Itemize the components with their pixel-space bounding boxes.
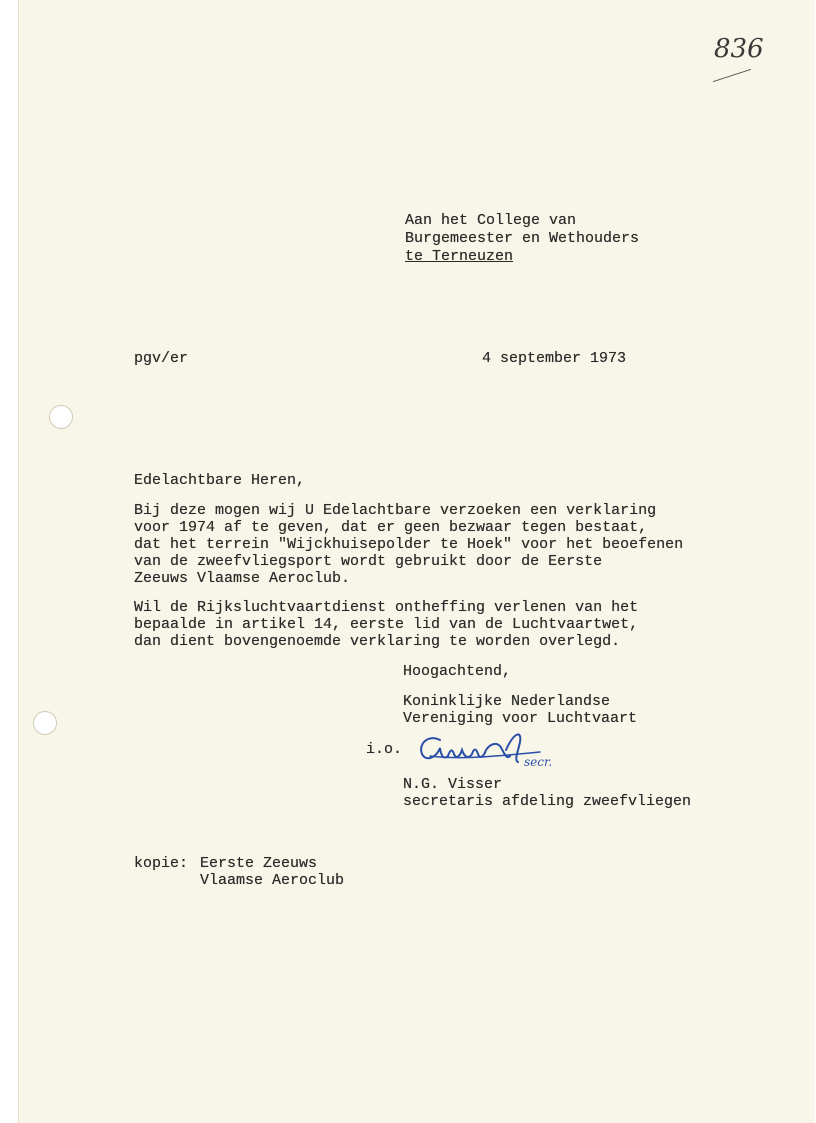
reference-code: pgv/er — [134, 350, 189, 367]
closing: Hoogachtend, — [403, 663, 512, 680]
organization-line-1: Koninklijke Nederlandse — [403, 693, 611, 710]
handwritten-signature — [410, 726, 570, 776]
body-paragraph-1-line: dat het terrein "Wijckhuisepolder te Hoek" voor het beoefenen — [134, 536, 684, 553]
copy-label: kopie: — [134, 855, 189, 872]
handwritten-page-number: 836 — [714, 34, 764, 64]
body-paragraph-2-line: dan dient bovengenoemde verklaring te worden overlegd. — [134, 633, 621, 650]
body-paragraph-1-line: Zeeuws Vlaamse Aeroclub. — [134, 570, 351, 587]
signature-note: secr. — [524, 755, 553, 769]
signer-title: secretaris afdeling zweefvliegen — [403, 793, 692, 810]
signer-name: N.G. Visser — [403, 776, 503, 793]
letter-date: 4 september 1973 — [482, 350, 627, 367]
address-line-1: Aan het College van — [405, 212, 577, 229]
copy-recipient-line-2: Vlaamse Aeroclub — [200, 872, 345, 889]
body-paragraph-1-line: voor 1974 af te geven, dat er geen bezwaar tegen bestaat, — [134, 519, 648, 536]
body-paragraph-1-line: Bij deze mogen wij U Edelachtbare verzoeken een verklaring — [134, 502, 657, 519]
organization-line-2: Vereniging voor Luchtvaart — [403, 710, 638, 727]
copy-recipient-line-1: Eerste Zeeuws — [200, 855, 318, 872]
body-paragraph-2-line: bepaalde in artikel 14, eerste lid van de Luchtvaartwet, — [134, 616, 639, 633]
body-paragraph-1-line: van de zweefvliegsport wordt gebruikt door de Eerste — [134, 553, 603, 570]
salutation: Edelachtbare Heren, — [134, 472, 306, 489]
punch-hole-top — [49, 405, 73, 429]
punch-hole-bottom — [33, 711, 57, 735]
address-line-2: Burgemeester en Wethouders — [405, 230, 640, 247]
address-line-3: te Terneuzen — [405, 248, 514, 265]
signature-prefix: i.o. — [366, 741, 403, 758]
body-paragraph-2-line: Wil de Rijksluchtvaartdienst ontheffing verlenen van het — [134, 599, 639, 616]
